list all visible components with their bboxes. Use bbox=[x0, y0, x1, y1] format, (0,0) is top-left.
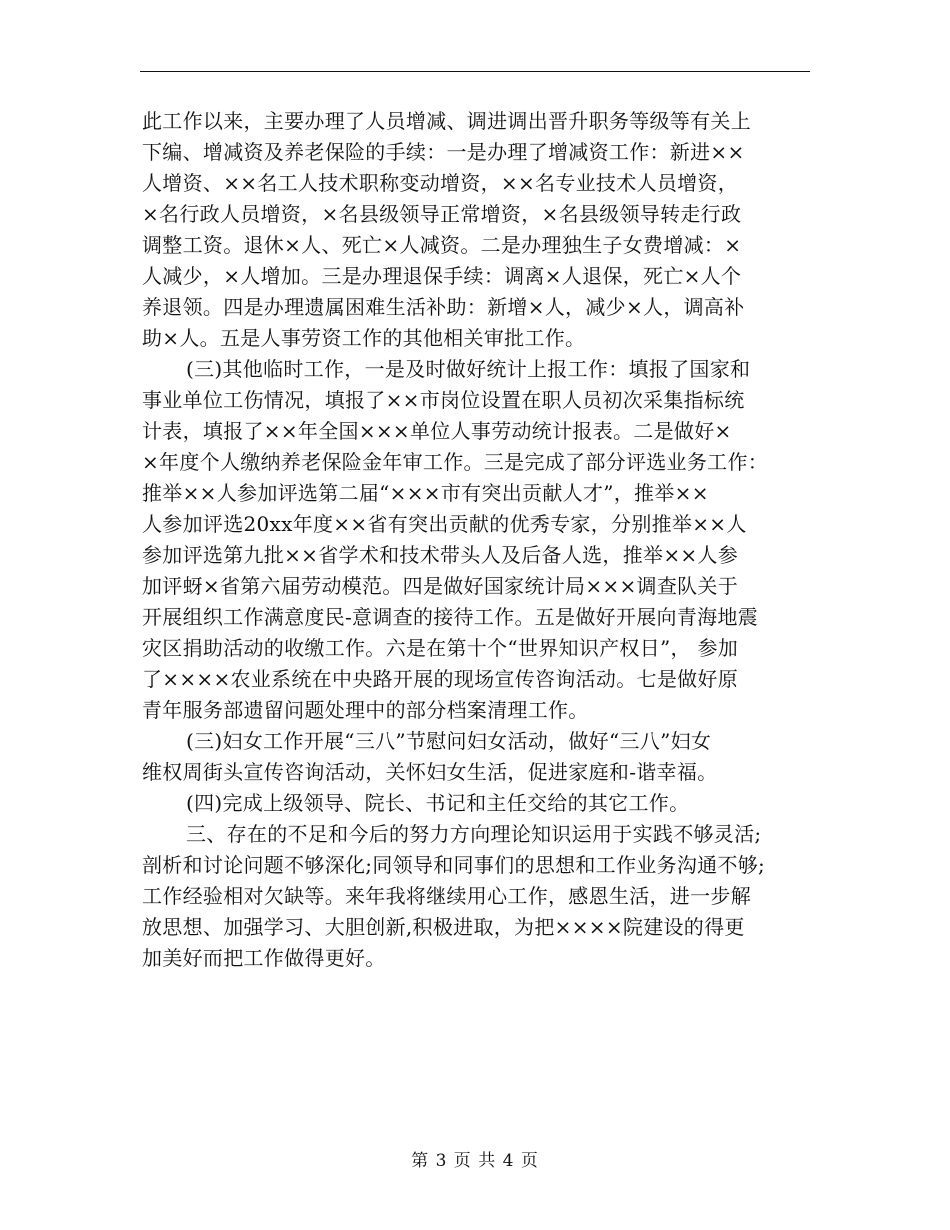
text-line: 放思想、加强学习、大胆创新,积极进取，为把××××院建设的得更 bbox=[142, 915, 745, 939]
text-line: (三)妇女工作开展“三八”节慰问妇女活动，做好“三八”妇女 bbox=[186, 729, 712, 753]
text-line: 剖析和讨论问题不够深化;同领导和同事们的思想和工作业务沟通不够; bbox=[142, 853, 766, 877]
text-line: 事业单位工伤情况，填报了××市岗位设置在职人员初次采集指标统 bbox=[142, 388, 745, 412]
text-line: 加评蚜×省第六届劳动模范。四是做好国家统计局×××调查队关于 bbox=[142, 574, 739, 598]
text-line: 计表，填报了××年全国×××单位人事劳动统计报表。二是做好× bbox=[142, 419, 732, 443]
text-line: 下编、增减资及养老保险的手续：一是办理了增减资工作：新进×× bbox=[142, 140, 745, 164]
text-line: ×年度个人缴纳养老保险金年审工作。三是完成了部分评选业务工作： bbox=[142, 450, 769, 474]
text-line: 人增资、××名工人技术职称变动增资，××名专业技术人员增资， bbox=[142, 171, 739, 195]
text-line: (三)其他临时工作，一是及时做好统计上报工作：填报了国家和 bbox=[186, 357, 751, 381]
text-line: 养退领。四是办理遗属困难生活补助：新增×人，减少×人，调高补 bbox=[142, 295, 745, 319]
text-line: 开展组织工作满意度民-意调查的接待工作。五是做好开展向青海地震 bbox=[142, 605, 759, 629]
text-line: 维权周街头宣传咨询活动，关怀妇女生活，促进家庭和-谐幸福。 bbox=[142, 760, 718, 784]
header-rule bbox=[140, 71, 810, 72]
text-line: ×名行政人员增资，×名县级领导正常增资，×名县级领导转走行政 bbox=[142, 202, 742, 226]
text-line: 此工作以来，主要办理了人员增减、调进调出晋升职务等级等有关上 bbox=[142, 109, 751, 133]
text-line: 加美好而把工作做得更好。 bbox=[142, 946, 386, 970]
text-line: 人参加评选20xx年度××省有突出贡献的优秀专家，分别推举××人 bbox=[142, 512, 747, 536]
document-body bbox=[142, 106, 812, 974]
text-line: 调整工资。退休×人、死亡×人减资。二是办理独生子女费增减：× bbox=[142, 233, 742, 257]
text-line: 人减少，×人增加。三是办理退保手续：调离×人退保，死亡×人个 bbox=[142, 264, 742, 288]
text-line: 灾区捐助活动的收缴工作。六是在第十个“世界知识产权日”， 参加 bbox=[142, 636, 739, 660]
text-line: 工作经验相对欠缺等。来年我将继续用心工作，感恩生活，进一步解 bbox=[142, 884, 751, 908]
text-line: 青年服务部遗留问题处理中的部分档案清理工作。 bbox=[142, 698, 589, 722]
text-line: 推举××人参加评选第二届“×××市有突出贡献人才”，推举×× bbox=[142, 481, 709, 505]
text-line: 三、存在的不足和今后的努力方向理论知识运用于实践不够灵活; bbox=[186, 822, 762, 846]
text-line: 助×人。五是人事劳资工作的其他相关审批工作。 bbox=[142, 326, 586, 350]
text-line: (四)完成上级领导、院长、书记和主任交给的其它工作。 bbox=[186, 791, 690, 815]
page-footer: 第 3 页 共 4 页 bbox=[411, 1151, 539, 1171]
text-line: 了××××农业系统在中央路开展的现场宣传咨询活动。七是做好原 bbox=[142, 667, 739, 691]
text-line: 参加评选第九批××省学术和技术带头人及后备人选，推举××人参 bbox=[142, 543, 739, 567]
